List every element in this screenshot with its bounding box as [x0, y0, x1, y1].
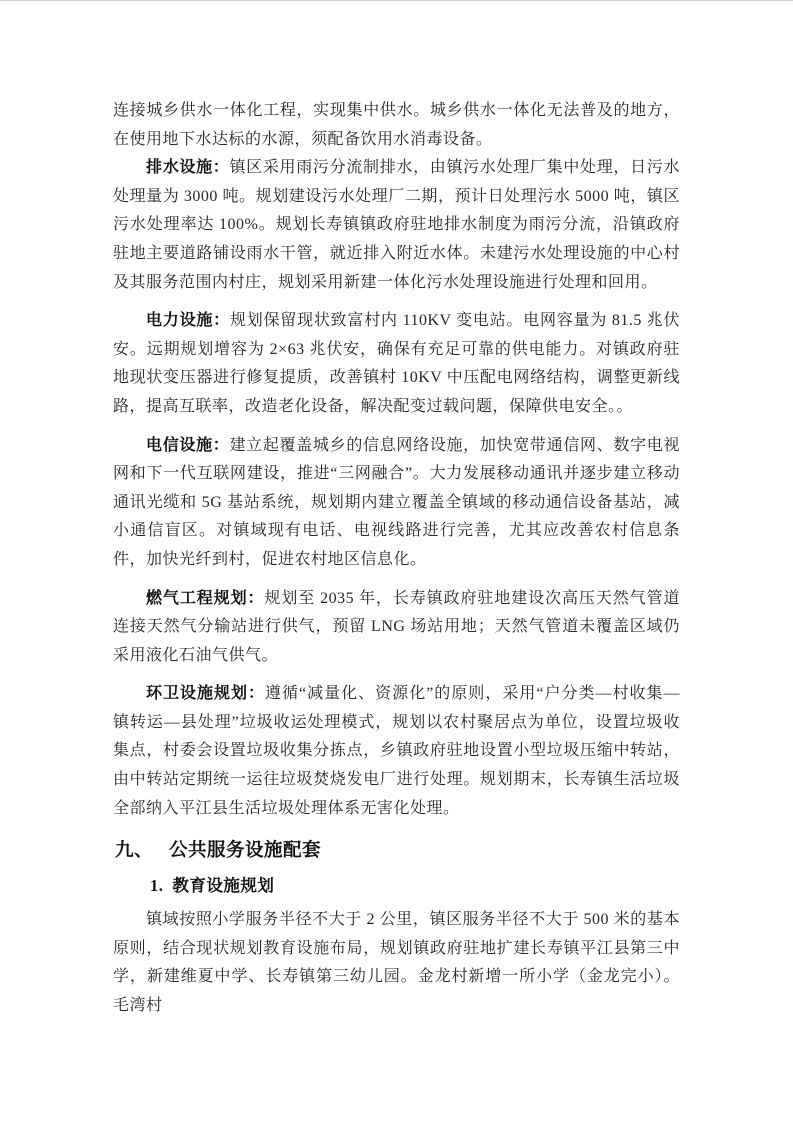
paragraph-label-gas: 燃气工程规划：: [146, 589, 265, 607]
subsection-heading-number: 1.: [150, 876, 164, 896]
paragraph-water-supply-continuation: 连接城乡供水一体化工程，实现集中供水。城乡供水一体化无法普及的地方，在使用地下水达标的水源，须配备饮用水消毒设备。: [113, 102, 680, 148]
section-heading-number: 九、: [115, 841, 154, 862]
paragraph-text-power: 规划保留现状致富村内 110KV 变电站。电网容量为 81.5 兆伏安。远期规划增容为 2×63 兆伏安，确保有充足可靠的供电能力。对镇政府驻地现状变压器进行修复提质，改善镇村 10KV 中压配电网络结构，调整更新线路，提高互联率，改造老化设备，解决配变过载问题，保障供电安全。。: [113, 312, 680, 415]
paragraph-gas-engineering-plan: [113, 585, 680, 671]
section-heading-title: 公共服务设施配套: [169, 841, 322, 862]
subsection-heading-education-facilities-plan: [150, 871, 680, 901]
paragraph-label-sanitation: 环卫设施规划：: [146, 685, 266, 703]
paragraph-label-drainage: 排水设施：: [146, 159, 230, 177]
page-content: [113, 97, 680, 1021]
paragraph-text-drainage: 镇区采用雨污分流制排水，由镇污水处理厂集中处理，日污水处理量为 3000 吨。规划建设污水处理厂二期，预计日处理污水 5000 吨，镇区污水处理率达 100%。规划长寿镇镇政府驻地排水制度为雨污分流，沿镇政府驻地主要道路铺设雨水干管，就近排入附近水体。未建污水处理设施的中心村及其服务范围内村庄，规划采用新建一体化污水处理设施进行处理和回用。: [113, 159, 680, 291]
paragraph-text-gas: 规划至 2035 年，长寿镇政府驻地建设次高压天然气管道连接天然气分输站进行供气，预留 LNG 场站用地；天然气管道未覆盖区域仍采用液化石油气供气。: [113, 589, 680, 664]
paragraph-power-facilities: [113, 307, 680, 421]
paragraph-education-facilities: 镇域按照小学服务半径不大于 2 公里，镇区服务半径不大于 500 米的基本原则，结合现状规划教育设施布局，规划镇政府驻地扩建长寿镇平江县第三中学，新建维夏中学、长寿镇第三幼儿园。金龙村新增一所小学（金龙完小）。毛湾村: [113, 911, 680, 1015]
paragraph-telecom-facilities: [113, 432, 680, 575]
paragraph-sanitation-facilities-plan: [113, 680, 680, 823]
paragraph-label-telecom: 电信设施：: [146, 436, 230, 454]
section-heading-public-service-facilities: [115, 836, 680, 866]
paragraph-drainage-facilities: [113, 154, 680, 297]
paragraph-label-power: 电力设施：: [146, 312, 230, 330]
paragraph-text-telecom: 建立起覆盖城乡的信息网络设施，加快宽带通信网、数字电视网和下一代互联网建设，推进“三网融合”。大力发展移动通讯并逐步建立移动通讯光缆和 5G 基站系统，规划期内建立覆盖全镇域的移动通信设备基站，减小通信盲区。对镇域现有电话、电视线路进行完善，尤其应改善农村信息条件，加快光纤到村，促进农村地区信息化。: [113, 436, 680, 568]
subsection-heading-title: 教育设施规划: [172, 876, 275, 896]
paragraph-text-sanitation: 遵循“减量化、资源化”的原则，采用“户分类—村收集—镇转运—县处理”垃圾收运处理模式，规划以农村聚居点为单位，设置垃圾收集点，村委会设置垃圾收集分拣点，乡镇政府驻地设置小型垃圾压缩中转站，由中转站定期统一运往垃圾焚烧发电厂进行处理。规划期末，长寿镇生活垃圾全部纳入平江县生活垃圾处理体系无害化处理。: [113, 685, 680, 817]
